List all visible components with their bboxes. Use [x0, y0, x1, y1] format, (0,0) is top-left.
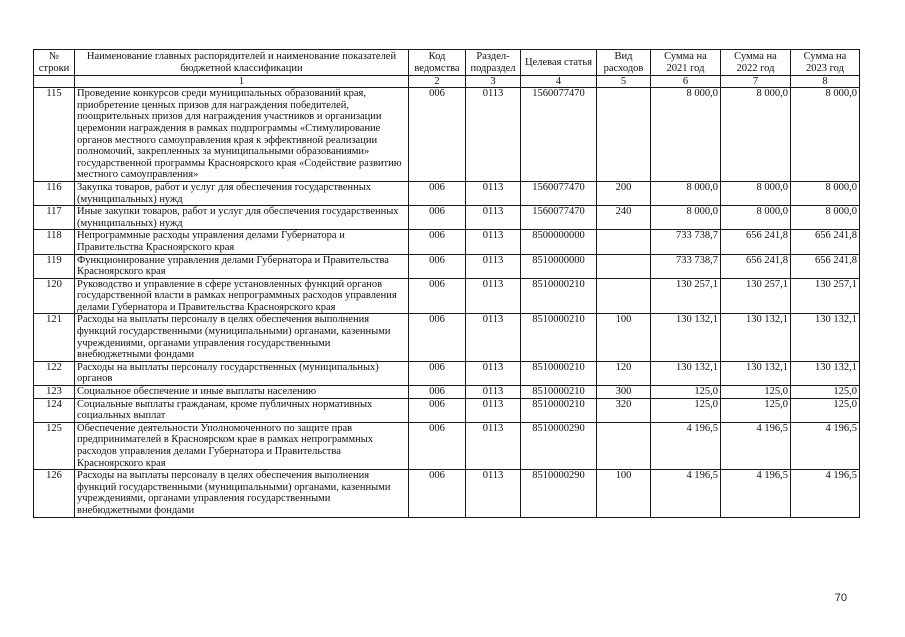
row-number-cell: 122 — [34, 361, 75, 385]
column-number: 8 — [791, 76, 860, 88]
section-cell: 0113 — [466, 230, 521, 254]
expense-type-cell — [597, 88, 651, 182]
target-item-cell: 8510000210 — [521, 314, 597, 361]
header-sum-2022: Сумма на 2022 год — [721, 50, 791, 76]
sum-2022-cell: 8 000,0 — [721, 206, 791, 230]
expense-type-cell: 100 — [597, 470, 651, 517]
row-name-cell: Функционирование управления делами Губернатора и Правительства Красноярского края — [75, 254, 409, 278]
sum-2021-cell: 125,0 — [651, 386, 721, 399]
target-item-cell: 1560077470 — [521, 88, 597, 182]
expense-type-cell: 200 — [597, 181, 651, 205]
section-cell: 0113 — [466, 386, 521, 399]
sum-2022-cell: 130 257,1 — [721, 278, 791, 314]
sum-2022-cell: 125,0 — [721, 398, 791, 422]
sum-2021-cell: 4 196,5 — [651, 470, 721, 517]
department-code-cell: 006 — [409, 206, 466, 230]
section-cell: 0113 — [466, 470, 521, 517]
section-cell: 0113 — [466, 254, 521, 278]
table-row — [34, 278, 860, 314]
department-code-cell: 006 — [409, 314, 466, 361]
sum-2022-cell: 656 241,8 — [721, 230, 791, 254]
target-item-cell: 8510000290 — [521, 470, 597, 517]
section-cell: 0113 — [466, 88, 521, 182]
page-number: 70 — [834, 592, 847, 604]
target-item-cell: 8510000210 — [521, 361, 597, 385]
table-row — [34, 254, 860, 278]
expense-type-cell — [597, 278, 651, 314]
sum-2023-cell: 4 196,5 — [791, 470, 860, 517]
target-item-cell: 8510000210 — [521, 398, 597, 422]
row-number-cell: 119 — [34, 254, 75, 278]
sum-2021-cell: 125,0 — [651, 398, 721, 422]
department-code-cell: 006 — [409, 361, 466, 385]
column-number — [34, 76, 75, 88]
sum-2021-cell: 130 257,1 — [651, 278, 721, 314]
column-number: 6 — [651, 76, 721, 88]
sum-2021-cell: 4 196,5 — [651, 422, 721, 469]
table-row — [34, 88, 860, 182]
sum-2023-cell: 8 000,0 — [791, 88, 860, 182]
sum-2022-cell: 656 241,8 — [721, 254, 791, 278]
row-number-cell: 118 — [34, 230, 75, 254]
sum-2022-cell: 125,0 — [721, 386, 791, 399]
table-row — [34, 181, 860, 205]
department-code-cell: 006 — [409, 88, 466, 182]
department-code-cell: 006 — [409, 278, 466, 314]
row-name-cell: Непрограммные расходы управления делами Губернатора и Правительства Красноярского края — [75, 230, 409, 254]
sum-2022-cell: 4 196,5 — [721, 470, 791, 517]
row-number-cell: 121 — [34, 314, 75, 361]
sum-2023-cell: 656 241,8 — [791, 230, 860, 254]
sum-2021-cell: 130 132,1 — [651, 314, 721, 361]
column-number: 1 — [75, 76, 409, 88]
sum-2023-cell: 4 196,5 — [791, 422, 860, 469]
expense-type-cell — [597, 230, 651, 254]
row-name-cell: Расходы на выплаты персоналу государственных (муниципальных) органов — [75, 361, 409, 385]
sum-2023-cell: 125,0 — [791, 386, 860, 399]
expense-type-cell: 240 — [597, 206, 651, 230]
table-row — [34, 361, 860, 385]
header-sum-2021: Сумма на 2021 год — [651, 50, 721, 76]
header-section: Раздел-подраздел — [466, 50, 521, 76]
section-cell: 0113 — [466, 314, 521, 361]
row-name-cell: Расходы на выплаты персоналу в целях обеспечения выполнения функций государственными (муниципальными) органами, казенными учреждениями, органами управления государственными внебюджетными фондами — [75, 470, 409, 517]
sum-2023-cell: 130 132,1 — [791, 361, 860, 385]
table-row — [34, 398, 860, 422]
sum-2021-cell: 733 738,7 — [651, 230, 721, 254]
expense-type-cell: 100 — [597, 314, 651, 361]
department-code-cell: 006 — [409, 470, 466, 517]
sum-2022-cell: 130 132,1 — [721, 361, 791, 385]
target-item-cell: 8510000000 — [521, 254, 597, 278]
header-row — [34, 50, 860, 76]
sum-2022-cell: 130 132,1 — [721, 314, 791, 361]
department-code-cell: 006 — [409, 398, 466, 422]
target-item-cell: 8510000210 — [521, 386, 597, 399]
row-name-cell: Иные закупки товаров, работ и услуг для обеспечения государственных (муниципальных) нужд — [75, 206, 409, 230]
column-number: 3 — [466, 76, 521, 88]
row-name-cell: Социальное обеспечение и иные выплаты населению — [75, 386, 409, 399]
target-item-cell: 1560077470 — [521, 206, 597, 230]
row-name-cell: Расходы на выплаты персоналу в целях обеспечения выполнения функций государственными (муниципальными) органами, казенными учреждениями, органами управления государственными внебюджетными фондами — [75, 314, 409, 361]
row-number-cell: 125 — [34, 422, 75, 469]
column-number: 5 — [597, 76, 651, 88]
header-exp-type: Вид расходов — [597, 50, 651, 76]
target-item-cell: 1560077470 — [521, 181, 597, 205]
sum-2021-cell: 8 000,0 — [651, 206, 721, 230]
sum-2021-cell: 8 000,0 — [651, 181, 721, 205]
sum-2023-cell: 125,0 — [791, 398, 860, 422]
section-cell: 0113 — [466, 206, 521, 230]
expense-type-cell: 300 — [597, 386, 651, 399]
row-name-cell: Социальные выплаты гражданам, кроме публичных нормативных социальных выплат — [75, 398, 409, 422]
column-number: 2 — [409, 76, 466, 88]
row-number-cell: 126 — [34, 470, 75, 517]
sum-2023-cell: 130 132,1 — [791, 314, 860, 361]
department-code-cell: 006 — [409, 422, 466, 469]
row-number-cell: 117 — [34, 206, 75, 230]
department-code-cell: 006 — [409, 181, 466, 205]
target-item-cell: 8500000000 — [521, 230, 597, 254]
department-code-cell: 006 — [409, 386, 466, 399]
row-name-cell: Руководство и управление в сфере установленных функций органов государственной власти в рамках непрограммных расходов управления делами Губернатора и Правительства Красноярского края — [75, 278, 409, 314]
row-name-cell: Обеспечение деятельности Уполномоченного по защите прав предпринимателей в Красноярском крае в рамках непрограммных расходов управления делами Губернатора и Правительства Красноярского края — [75, 422, 409, 469]
sum-2023-cell: 130 257,1 — [791, 278, 860, 314]
row-number-cell: 116 — [34, 181, 75, 205]
sum-2023-cell: 8 000,0 — [791, 181, 860, 205]
section-cell: 0113 — [466, 181, 521, 205]
department-code-cell: 006 — [409, 230, 466, 254]
sum-2022-cell: 8 000,0 — [721, 88, 791, 182]
row-name-cell: Проведение конкурсов среди муниципальных образований края, приобретение ценных призов для награждения победителей, поощрительных призов для награждения участников и организации церемонии награждения в рамках подпрограммы «Стимулирование органов местного самоуправления края к эффективной реализации полномочий, закрепленных за муниципальными образованиями» государственной программы Красноярского края «Содействие развитию местного самоуправления» — [75, 88, 409, 182]
budget-table — [33, 49, 860, 518]
column-number-row — [34, 76, 860, 88]
row-number-cell: 120 — [34, 278, 75, 314]
target-item-cell: 8510000210 — [521, 278, 597, 314]
section-cell: 0113 — [466, 361, 521, 385]
row-name-cell: Закупка товаров, работ и услуг для обеспечения государственных (муниципальных) нужд — [75, 181, 409, 205]
table-row — [34, 422, 860, 469]
table-body — [34, 88, 860, 517]
header-sum-2023: Сумма на 2023 год — [791, 50, 860, 76]
column-number: 7 — [721, 76, 791, 88]
sum-2022-cell: 8 000,0 — [721, 181, 791, 205]
expense-type-cell — [597, 422, 651, 469]
department-code-cell: 006 — [409, 254, 466, 278]
table-row — [34, 230, 860, 254]
header-name: Наименование главных распорядителей и наименование показателей бюджетной классификации — [75, 50, 409, 76]
sum-2023-cell: 656 241,8 — [791, 254, 860, 278]
header-code: Код ведомства — [409, 50, 466, 76]
sum-2021-cell: 733 738,7 — [651, 254, 721, 278]
table-row — [34, 314, 860, 361]
table-row — [34, 386, 860, 399]
sum-2022-cell: 4 196,5 — [721, 422, 791, 469]
expense-type-cell: 320 — [597, 398, 651, 422]
expense-type-cell: 120 — [597, 361, 651, 385]
target-item-cell: 8510000290 — [521, 422, 597, 469]
row-number-cell: 123 — [34, 386, 75, 399]
section-cell: 0113 — [466, 278, 521, 314]
header-target: Целевая статья — [521, 50, 597, 76]
row-number-cell: 124 — [34, 398, 75, 422]
row-number-cell: 115 — [34, 88, 75, 182]
sum-2021-cell: 130 132,1 — [651, 361, 721, 385]
table-row — [34, 470, 860, 517]
header-num: № строки — [34, 50, 75, 76]
table-row — [34, 206, 860, 230]
expense-type-cell — [597, 254, 651, 278]
section-cell: 0113 — [466, 398, 521, 422]
sum-2023-cell: 8 000,0 — [791, 206, 860, 230]
sum-2021-cell: 8 000,0 — [651, 88, 721, 182]
column-number: 4 — [521, 76, 597, 88]
section-cell: 0113 — [466, 422, 521, 469]
